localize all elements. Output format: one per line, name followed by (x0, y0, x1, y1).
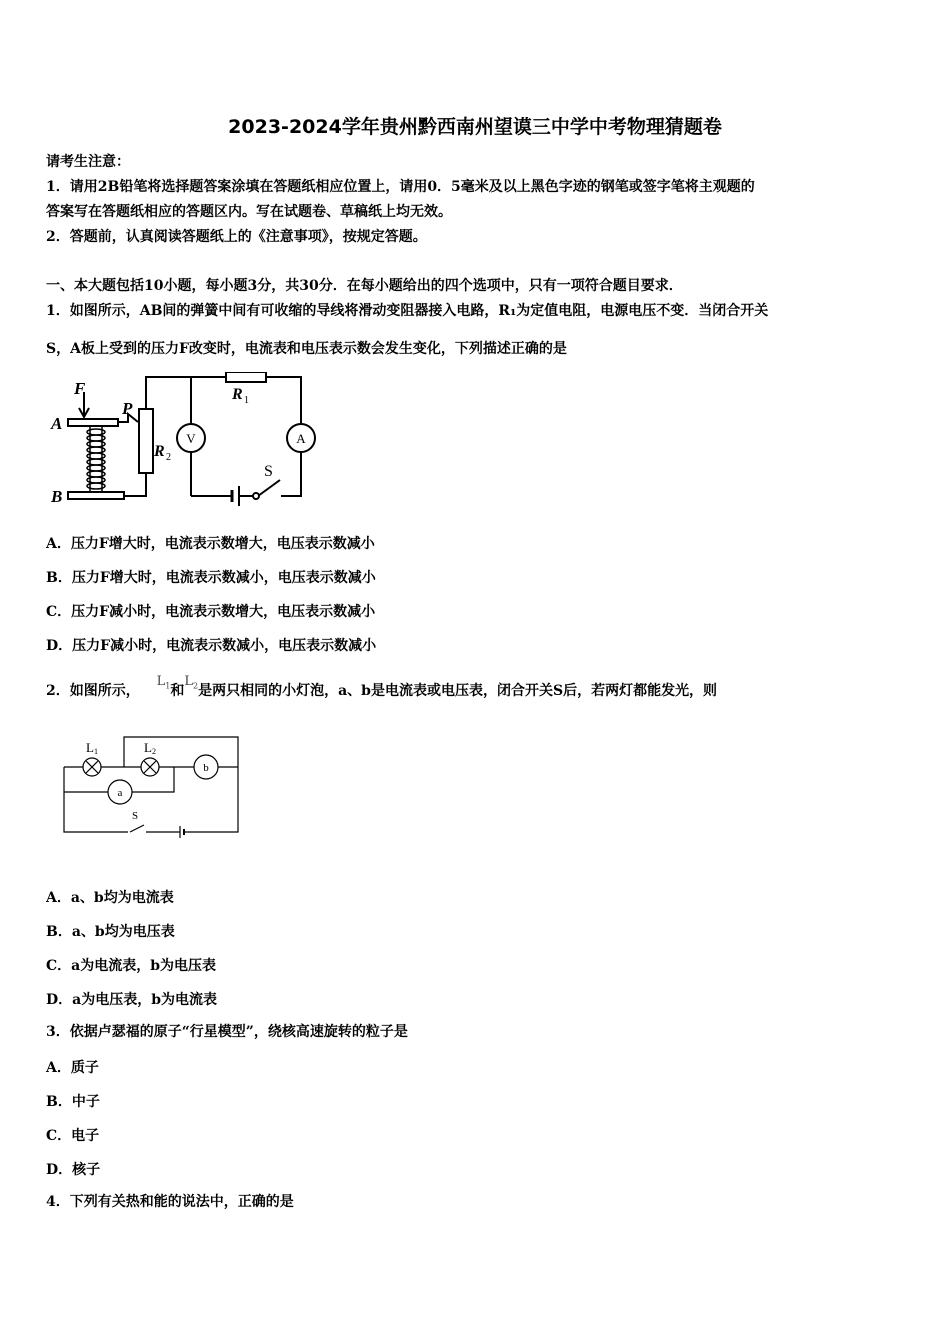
q1-label-r1: R (232, 386, 243, 403)
q1-label-r1-sub: 1 (244, 395, 249, 406)
q1-stem-line2: S，A板上受到的压力F改变时，电流表和电压表示数会发生变化，下列描述正确的是 (46, 341, 567, 357)
section-1-heading: 一、本大题包括10小题，每小题3分，共30分．在每小题给出的四个选项中，只有一项符合题目要求． (46, 278, 683, 294)
q2-lamp-l2 (141, 758, 159, 776)
notice-item-1b: 答案写在答题纸相应的答题区内。写在试题卷、草稿纸上均无效。 (46, 204, 452, 220)
q2-diagram-s: S (132, 810, 139, 822)
q3-option-b[interactable]: B．中子 (46, 1094, 100, 1110)
q1-option-a[interactable]: A．压力F增大时，电流表示数增大，电压表示数减小 (46, 536, 375, 552)
q3-option-a[interactable]: A．质子 (46, 1060, 99, 1076)
q2-diagram-l2: L (144, 740, 152, 755)
q2-stem (46, 674, 718, 706)
q2-option-d[interactable]: D．a为电压表，b为电流表 (46, 992, 218, 1008)
notice-item-2: 2．答题前，认真阅读答题纸上的《注意事项》，按规定答题。 (46, 229, 427, 245)
q2-inline-l1: $L_1$ (156, 674, 171, 691)
q4-stem: 4．下列有关热和能的说法中，正确的是 (46, 1194, 294, 1210)
q1-stem-line1: 1．如图所示，AB间的弹簧中间有可收缩的导线将滑动变阻器接入电路，R₁为定值电阻，电源电压不变．当闭合开关 (46, 303, 769, 319)
q2-lamp-l1 (83, 758, 101, 776)
q2-stem-and: 和 (170, 683, 185, 699)
q2-inline-l2: $L_2$ (184, 674, 199, 691)
q1-circuit-diagram (46, 372, 321, 512)
q1-label-a: A (51, 414, 63, 433)
q3-option-c[interactable]: C．电子 (46, 1128, 100, 1144)
q2-diagram-l1-sub: 1 (94, 747, 98, 756)
notice-item-1a: 1．请用2B铅笔将选择题答案涂填在答题纸相应位置上，请用0．5毫米及以上黑色字迹的钢笔或签字笔将主观题的 (46, 179, 755, 195)
q2-option-a[interactable]: A．a、b均为电流表 (46, 890, 174, 906)
q1-label-b: B (51, 487, 63, 506)
q2-option-b[interactable]: B．a、b均为电压表 (46, 924, 175, 940)
q1-label-am: A (296, 431, 306, 446)
q2-circuit-diagram (56, 732, 246, 840)
q1-label-r2: R (154, 443, 165, 460)
q1-label-f: F (74, 379, 86, 398)
q1-label-v: V (186, 431, 196, 446)
q1-label-s: S (264, 463, 273, 480)
q2-diagram-l2-sub: 2 (152, 747, 156, 756)
q1-option-b[interactable]: B．压力F增大时，电流表示数减小，电压表示数减小 (46, 570, 376, 586)
q2-stem-prefix: 2．如图所示， (46, 683, 140, 699)
q2-diagram-l1: L (86, 740, 94, 755)
q2-stem-suffix: 是两只相同的小灯泡，a、b是电流表或电压表，闭合开关S后，若两灯都能发光，则 (198, 683, 718, 699)
q1-option-c[interactable]: C．压力F减小时，电流表示数增大，电压表示数减小 (46, 604, 376, 620)
notice-heading: 请考生注意： (46, 154, 130, 170)
q3-stem: 3．依据卢瑟福的原子“行星模型”，绕核高速旋转的粒子是 (46, 1024, 408, 1040)
q1-label-p: P (122, 399, 133, 418)
q3-option-d[interactable]: D．核子 (46, 1162, 101, 1178)
q1-label-r2-sub: 2 (166, 452, 171, 463)
q1-plate-a (68, 419, 118, 426)
q2-diagram-a: a (117, 787, 123, 799)
q1-option-d[interactable]: D．压力F减小时，电流表示数减小，电压表示数减小 (46, 638, 377, 654)
q1-r1-resistor (226, 372, 266, 382)
q1-plate-b (68, 492, 124, 499)
q2-option-c[interactable]: C．a为电流表，b为电压表 (46, 958, 217, 974)
q1-spring (87, 426, 105, 492)
q2-diagram-b: b (203, 762, 209, 774)
page-title: 2023-2024学年贵州黔西南州望谟三中学中考物理猜题卷 (228, 116, 722, 138)
